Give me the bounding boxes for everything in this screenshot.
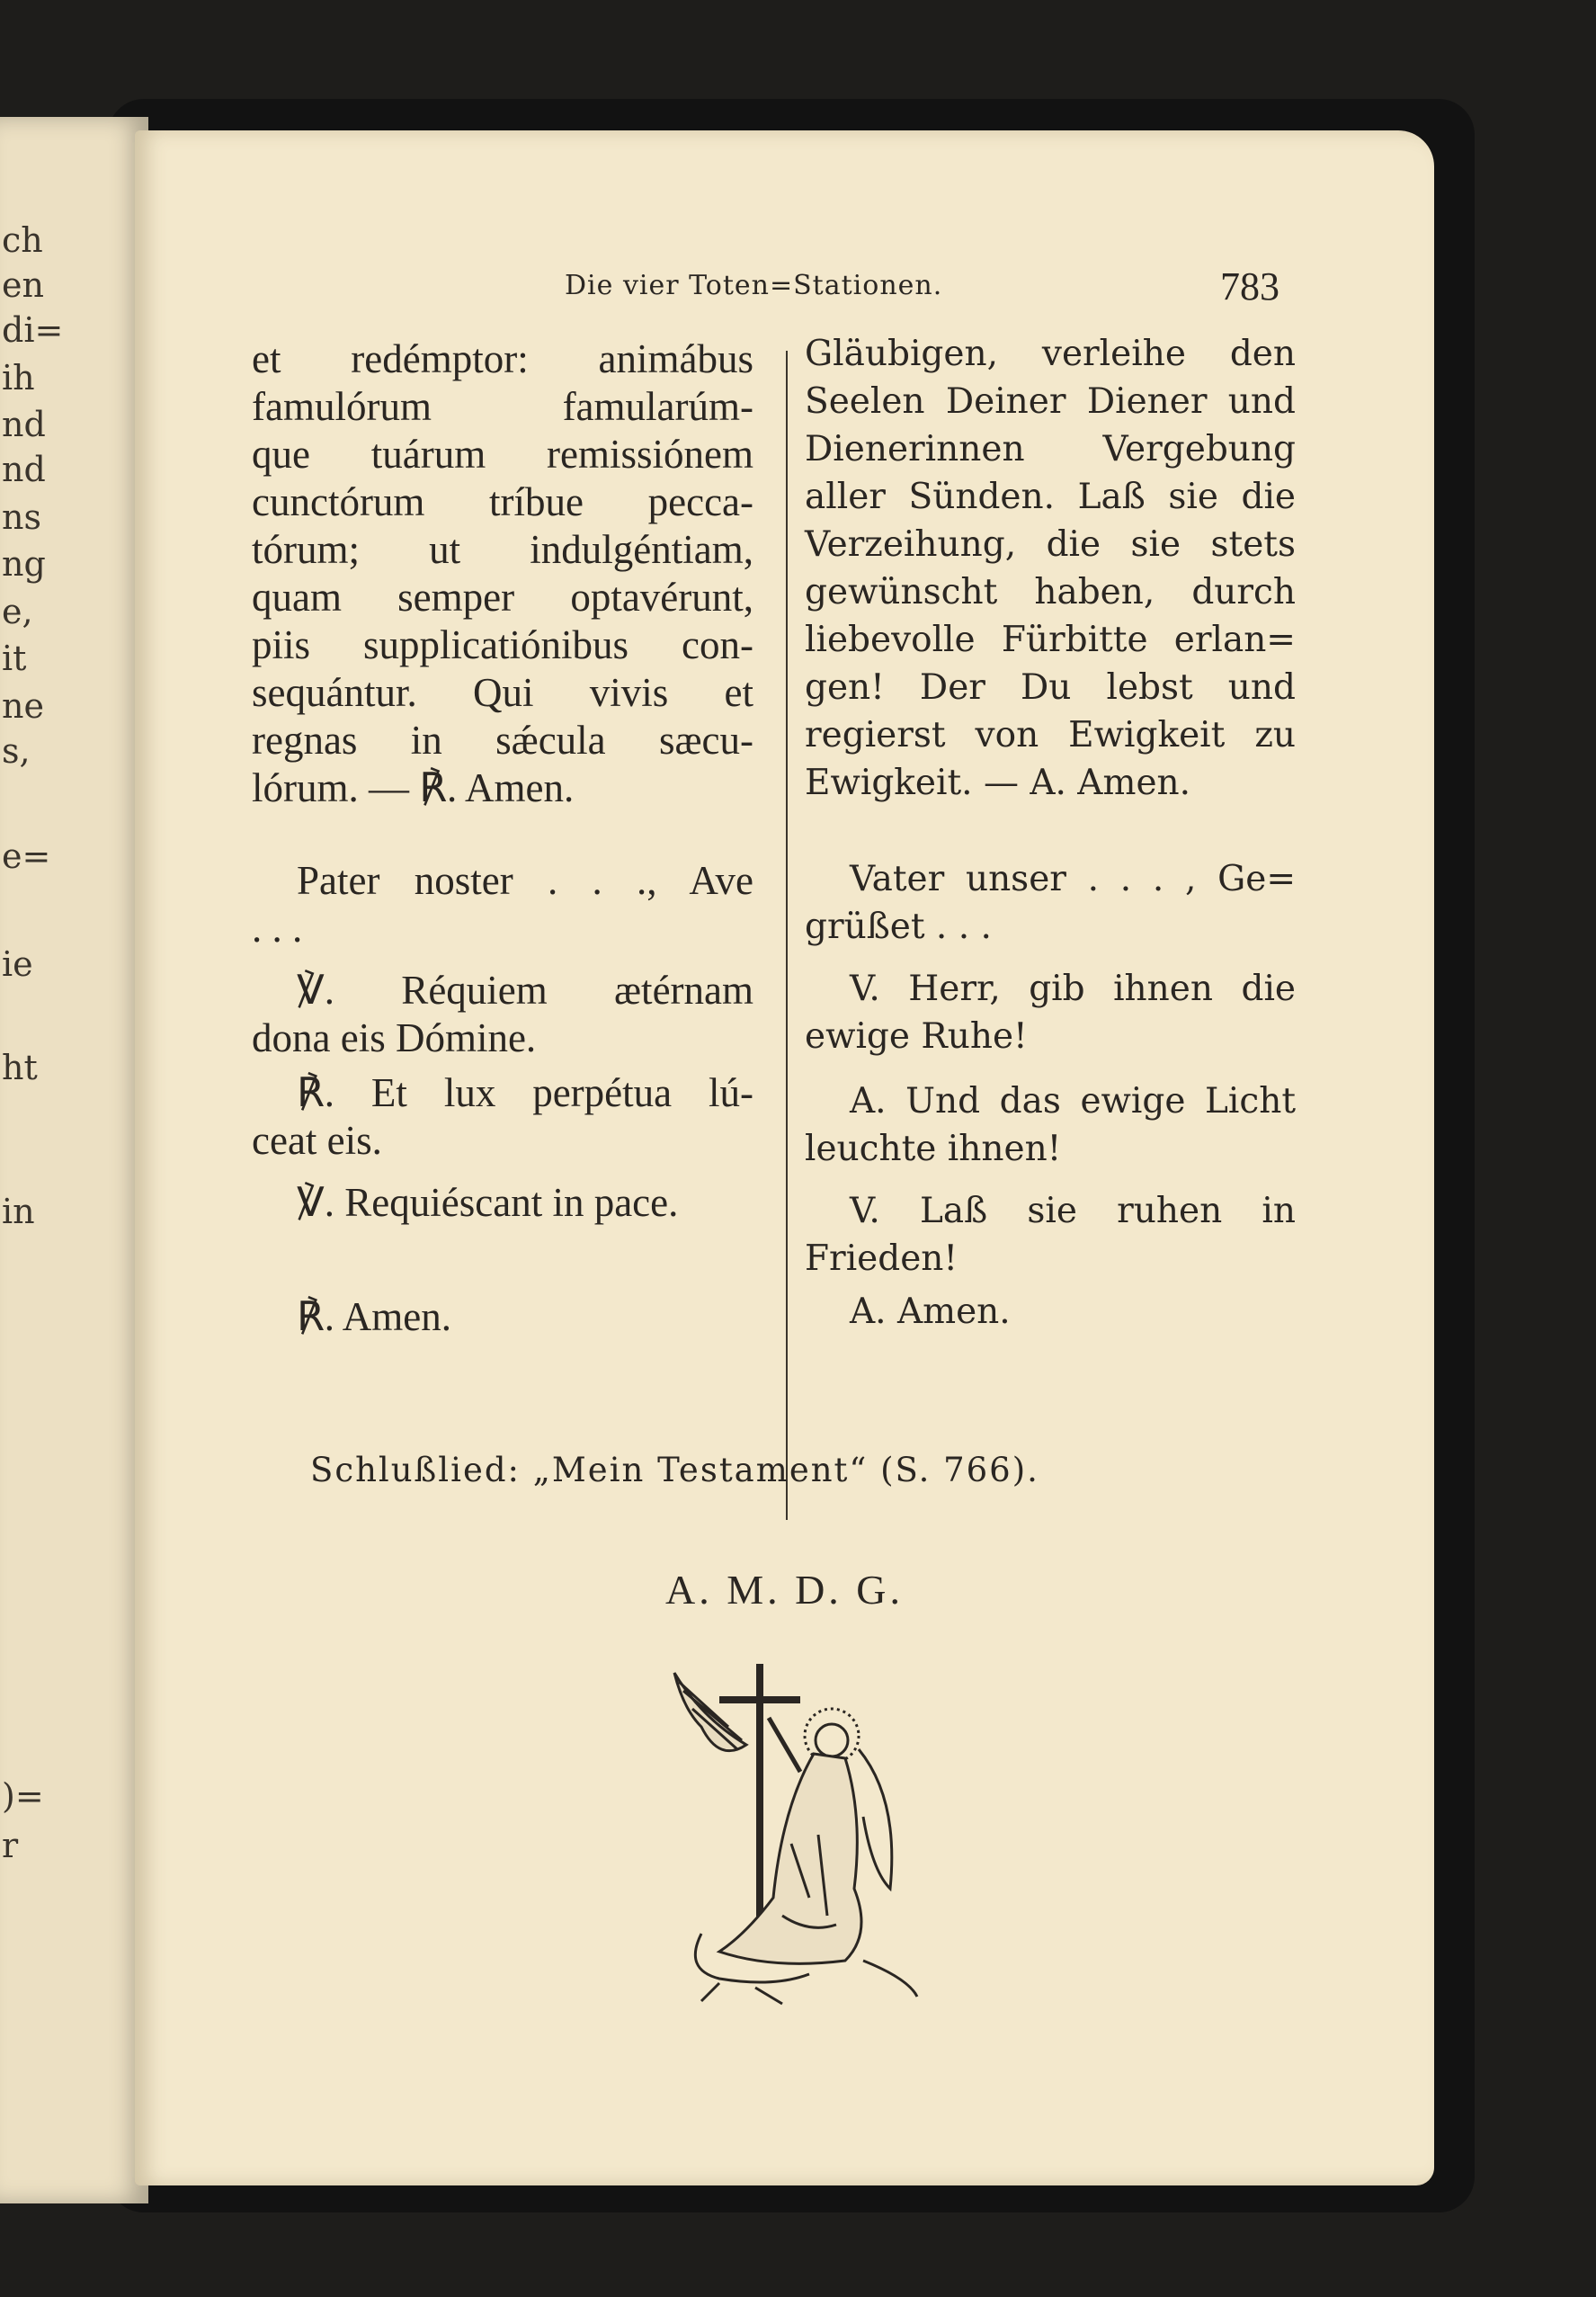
text-line: ewige Ruhe! [805,1016,1028,1057]
text-line: gen! Der Du lebst und [805,667,1296,708]
text-line: A. Und das ewige Licht [850,1081,1296,1122]
left-page-text-fragment: in [2,1192,35,1231]
paragraph [252,1179,753,1227]
text-line: V. Laß sie ruhen in [850,1191,1296,1231]
paragraph [805,855,1296,951]
text-line: A. Amen. [850,1292,1011,1332]
closing-hymn: Schlußlied: „Mein Testament“ (S. 766). [310,1451,1039,1489]
text-line: et redémptor: animábus [252,336,753,381]
paragraph [805,1187,1296,1283]
paragraph [252,335,753,812]
left-page-text-fragment: s, [2,731,31,771]
left-page-text-fragment: ne [2,686,44,726]
paragraph [805,1288,1296,1336]
text-line: Ewigkeit. — A. Amen. [805,763,1191,803]
running-title: Die vier Toten=Stationen. [565,270,943,301]
text-line: regierst von Ewigkeit zu [805,715,1296,755]
paragraph [252,1069,753,1165]
left-page-text-fragment: ih [2,358,35,398]
left-page-text-fragment: r [2,1826,19,1865]
text-line: lórum. — ℟. Amen. [252,765,575,810]
text-line: V. Herr, gib ihnen die [850,969,1296,1009]
left-page-text-fragment: nd [2,405,46,444]
text-line: ℣. Requiéscant in pace. [297,1180,679,1225]
text-line: ceat eis. [252,1118,382,1163]
paragraph [805,330,1296,807]
text-line: tórum; ut indulgéntiam, [252,527,753,572]
text-line: ℣. Réquiem ætérnam [297,968,753,1013]
text-line: ℟. Et lux perpétua lú- [297,1070,753,1115]
text-line: que tuárum remissiónem [252,432,753,477]
text-line: sequántur. Qui vivis et [252,670,753,715]
left-page-text-fragment: e, [2,592,33,631]
text-line: aller Sünden. Laß sie die [805,477,1296,517]
text-line: Gläubigen, verleihe den [805,334,1296,374]
text-line: dona eis Dómine. [252,1015,537,1060]
text-line: Vater unser . . . , Ge= [850,859,1296,899]
text-line: . . . [252,906,303,951]
text-line: Dienerinnen Vergebung [805,429,1296,469]
left-page-text-fragment: ie [2,944,33,984]
page-number: 783 [1220,264,1279,308]
text-line: quam semper optavérunt, [252,575,753,620]
column-divider [786,351,788,1520]
paragraph [805,1077,1296,1173]
paragraph [252,967,753,1062]
text-line: Frieden! [805,1238,958,1279]
left-page-text-fragment: ht [2,1048,38,1087]
left-page-text-fragment: di= [2,310,64,350]
left-page-edge [0,117,148,2203]
text-line: piis supplicatiónibus con- [252,622,753,667]
paragraph [805,965,1296,1060]
text-line: leuchte ihnen! [805,1129,1062,1169]
text-line: famulórum famularúm- [252,384,753,429]
text-line: gewünscht haben, durch [805,572,1296,612]
text-line: Verzeihung, die sie stets [805,524,1296,565]
left-page-text-fragment: e= [2,836,51,876]
left-page-text-fragment: en [2,265,44,305]
paragraph [252,857,753,952]
motto: A. M. D. G. [664,1567,905,1613]
book-page [135,130,1434,2185]
text-line: Seelen Deiner Diener und [805,381,1296,422]
text-line: cunctórum tríbue pecca- [252,479,753,524]
left-page-text-fragment: )= [2,1776,44,1816]
paragraph [252,1293,753,1341]
left-page-text-fragment: ch [2,220,43,260]
text-line: regnas in sǽcula sæcu- [252,718,753,763]
angel-with-cross-illustration [665,1664,935,2006]
left-page-text-fragment: ns [2,497,41,537]
text-line: grüßet . . . [805,907,992,947]
left-page-text-fragment: nd [2,450,46,489]
text-line: ℟. Amen. [297,1294,452,1339]
left-page-text-fragment: it [2,639,27,678]
text-line: liebevolle Fürbitte erlan= [805,620,1296,660]
left-page-text-fragment: ng [2,544,46,584]
text-line: Pater noster . . ., Ave [297,858,753,903]
